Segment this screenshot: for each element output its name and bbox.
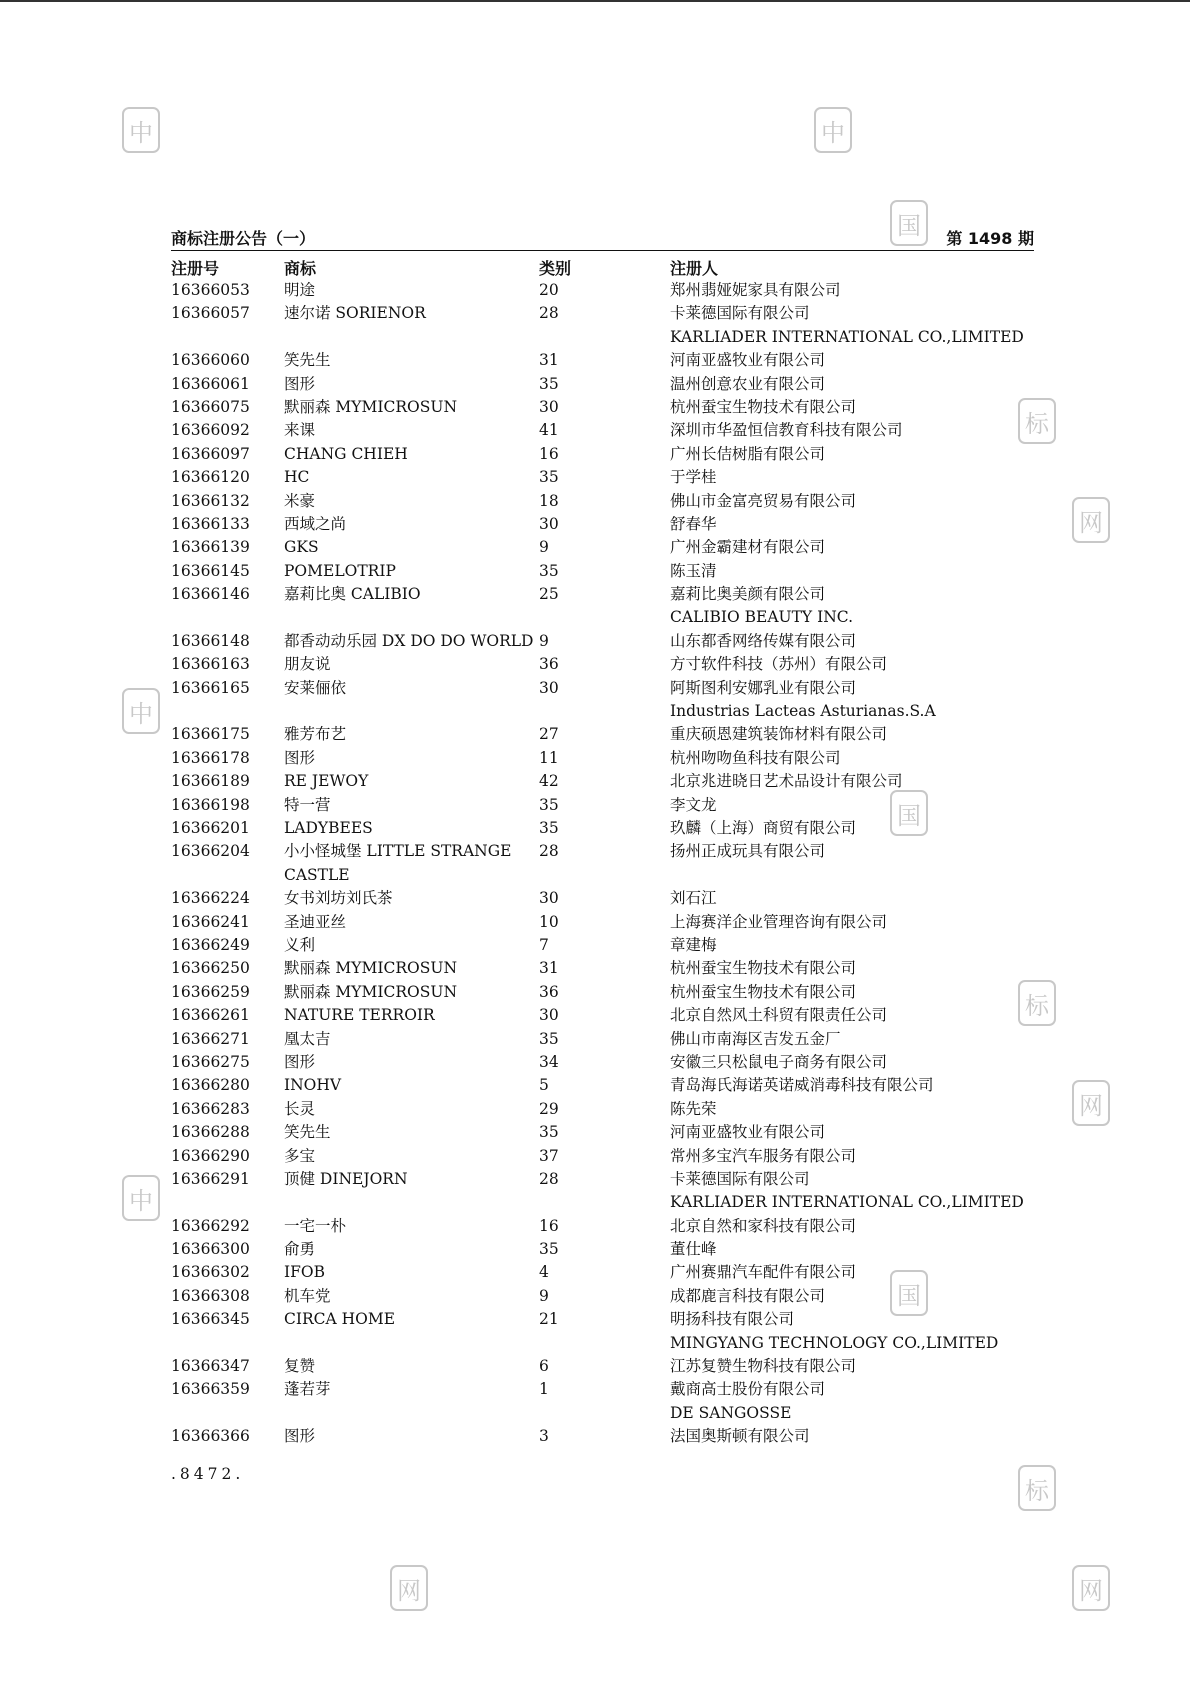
watermark-icon: 中 — [122, 1175, 160, 1221]
mark-cell: 图形 — [284, 748, 316, 767]
table-row — [171, 981, 1034, 1004]
registrant-cell: 玖麟（上海）商贸有限公司 — [670, 819, 857, 838]
reg-no-cell: 16366302 — [171, 1263, 250, 1282]
class-cell: 37 — [539, 1146, 559, 1165]
watermark-icon: 中 — [814, 107, 852, 153]
reg-no-cell: 16366075 — [171, 397, 250, 416]
registrant-cell: 山东都香网络传媒有限公司 — [670, 631, 857, 650]
class-cell: 36 — [539, 655, 559, 674]
registrant-cell: 上海赛洋企业管理咨询有限公司 — [670, 912, 888, 931]
reg-no-cell: 16366250 — [171, 959, 250, 978]
table-row — [171, 1074, 1034, 1097]
mark-cell: 图形 — [284, 1052, 316, 1071]
reg-no-cell: 16366060 — [171, 351, 250, 370]
reg-no-cell: 16366292 — [171, 1216, 250, 1235]
class-cell: 31 — [539, 351, 559, 370]
registrant-cell: 李文龙 — [670, 795, 717, 814]
reg-no-cell: 16366259 — [171, 982, 250, 1001]
registrant-cell: 北京自然和家科技有限公司 — [670, 1216, 857, 1235]
reg-no-cell: 16366139 — [171, 538, 250, 557]
reg-no-cell: 16366271 — [171, 1029, 250, 1048]
class-cell: 18 — [539, 491, 559, 510]
table-row — [171, 677, 1034, 724]
registrant-cell: 青岛海氏海诺英诺威消毒科技有限公司 — [670, 1076, 934, 1095]
mark-cell: 朋友说 — [284, 655, 331, 674]
mark-cell: RE JEWOY — [284, 772, 369, 791]
col-header-reg-no: 注册号 — [171, 259, 220, 278]
class-cell: 35 — [539, 819, 559, 838]
class-cell: 30 — [539, 889, 559, 908]
mark-cell: 西域之尚 — [284, 514, 347, 533]
registrant-cell: 安徽三只松鼠电子商务有限公司 — [670, 1052, 888, 1071]
reg-no-cell: 16366288 — [171, 1123, 250, 1142]
mark-cell: IFOB — [284, 1263, 325, 1282]
reg-no-cell: 16366291 — [171, 1169, 250, 1188]
table-row — [171, 349, 1034, 372]
watermark-icon: 标 — [1018, 1465, 1056, 1511]
mark-cell: 女书刘坊刘氏茶 — [284, 889, 393, 908]
mark-cell: 图形 — [284, 1427, 316, 1446]
table-row — [171, 1098, 1034, 1121]
mark-cell: 安莱俪依 — [284, 678, 347, 697]
reg-no-cell: 16366178 — [171, 748, 250, 767]
registrant-cell: 北京兆进晓日艺术品设计有限公司 — [670, 772, 903, 791]
class-cell: 10 — [539, 912, 559, 931]
mark-cell: 雅芳布艺 — [284, 725, 347, 744]
class-cell: 35 — [539, 1029, 559, 1048]
reg-no-cell: 16366175 — [171, 725, 250, 744]
registrant-cell: 佛山市南海区吉发五金厂 — [670, 1029, 841, 1048]
reg-no-cell: 16366366 — [171, 1427, 250, 1446]
mark-cell: CHANG CHIEH — [284, 444, 408, 463]
table-row — [171, 513, 1034, 536]
table-row — [171, 302, 1034, 349]
registrant-cell: 明扬科技有限公司 — [670, 1310, 795, 1329]
table-row — [171, 536, 1034, 559]
registrant-cell: 江苏复赞生物科技有限公司 — [670, 1357, 857, 1376]
table-row — [171, 1028, 1034, 1051]
reg-no-cell: 16366053 — [171, 281, 250, 299]
watermark-icon: 国 — [890, 200, 928, 246]
table-row — [171, 653, 1034, 676]
mark-cell: 笑先生 — [284, 1123, 331, 1142]
class-cell: 35 — [539, 374, 559, 393]
class-cell: 9 — [539, 538, 549, 557]
mark-cell: CIRCA HOME — [284, 1310, 396, 1329]
watermark-icon: 网 — [1072, 497, 1110, 543]
registrant-cell: 扬州正成玩具有限公司 — [670, 842, 826, 861]
mark-cell: 凰太吉 — [284, 1029, 331, 1048]
mark-cell: 明途 — [284, 281, 316, 299]
class-cell: 11 — [539, 748, 559, 767]
registrant-en-cell: KARLIADER INTERNATIONAL CO.,LIMITED — [670, 1193, 1024, 1212]
class-cell: 30 — [539, 678, 559, 697]
table-row — [171, 583, 1034, 630]
mark-cell: LADYBEES — [284, 819, 373, 838]
registrant-en-cell: MINGYANG TECHNOLOGY CO.,LIMITED — [670, 1333, 999, 1352]
reg-no-cell: 16366092 — [171, 421, 250, 440]
mark-cell: 嘉莉比奥 CALIBIO — [284, 585, 421, 604]
class-cell: 31 — [539, 959, 559, 978]
mark-cell: 来课 — [284, 421, 316, 440]
registrant-cell: 佛山市金富亮贸易有限公司 — [670, 491, 857, 510]
table-row — [171, 466, 1034, 489]
class-cell: 29 — [539, 1099, 559, 1118]
registrant-cell: 嘉莉比奥美颜有限公司 — [670, 585, 826, 604]
mark-cell: 默丽森 MYMICROSUN — [284, 982, 458, 1001]
registrant-cell: 卡莱德国际有限公司 — [670, 304, 810, 323]
reg-no-cell: 16366308 — [171, 1286, 250, 1305]
registrant-en-cell: Industrias Lacteas Asturianas.S.A — [670, 702, 936, 721]
mark-cell: 蓬若芽 — [284, 1380, 331, 1399]
reg-no-cell: 16366261 — [171, 1006, 250, 1025]
registrant-cell: 杭州吻吻鱼科技有限公司 — [670, 748, 841, 767]
registrant-cell: 杭州蚕宝生物技术有限公司 — [670, 982, 857, 1001]
mark-cell: HC — [284, 468, 310, 487]
table-row — [171, 911, 1034, 934]
mark-cell: 默丽森 MYMICROSUN — [284, 397, 458, 416]
class-cell: 16 — [539, 444, 559, 463]
table-row — [171, 1238, 1034, 1261]
registrant-cell: 郑州翡娅妮家具有限公司 — [670, 281, 841, 299]
mark-cell: 笑先生 — [284, 351, 331, 370]
registrant-cell: 深圳市华盈恒信教育科技有限公司 — [670, 421, 903, 440]
class-cell: 28 — [539, 1169, 559, 1188]
watermark-icon: 国 — [890, 790, 928, 836]
watermark-icon: 国 — [890, 1270, 928, 1316]
reg-no-cell: 16366146 — [171, 585, 250, 604]
class-cell: 42 — [539, 772, 559, 791]
class-cell: 21 — [539, 1310, 559, 1329]
class-cell: 35 — [539, 468, 559, 487]
class-cell: 25 — [539, 585, 559, 604]
mark-cell: INOHV — [284, 1076, 342, 1095]
mark-cell: 多宝 — [284, 1146, 316, 1165]
table-row — [171, 747, 1034, 770]
mark-cell: 都香动动乐园 DX DO DO WORLD — [284, 631, 534, 650]
mark-cell: 圣迪亚丝 — [284, 912, 347, 931]
reg-no-cell: 16366189 — [171, 772, 250, 791]
mark-cell: 机车党 — [284, 1286, 331, 1305]
watermark-icon: 标 — [1018, 980, 1056, 1026]
table-row — [171, 1355, 1034, 1378]
class-cell: 16 — [539, 1216, 559, 1235]
registrant-cell: 河南亚盛牧业有限公司 — [670, 1123, 826, 1142]
column-headers — [171, 256, 1034, 279]
table-row — [171, 490, 1034, 513]
mark-cell: NATURE TERROIR — [284, 1006, 435, 1025]
registrant-cell: 广州长佶树脂有限公司 — [670, 444, 826, 463]
reg-no-cell: 16366061 — [171, 374, 250, 393]
reg-no-cell: 16366224 — [171, 889, 250, 908]
class-cell: 30 — [539, 397, 559, 416]
mark-cell: 顶健 DINEJORN — [284, 1169, 408, 1188]
reg-no-cell: 16366204 — [171, 842, 250, 861]
table-row — [171, 396, 1034, 419]
registrant-cell: 成都鹿言科技有限公司 — [670, 1286, 826, 1305]
class-cell: 35 — [539, 795, 559, 814]
table-row — [171, 957, 1034, 980]
watermark-icon: 中 — [122, 688, 160, 734]
class-cell: 28 — [539, 304, 559, 323]
page-title: 商标注册公告（一） — [171, 229, 316, 248]
table-row — [171, 1145, 1034, 1168]
class-cell: 6 — [539, 1357, 549, 1376]
mark-cell: 小小怪城堡 LITTLE STRANGE CASTLE — [284, 842, 512, 884]
watermark-icon: 中 — [122, 107, 160, 153]
col-header-class: 类别 — [539, 259, 572, 278]
reg-no-cell: 16366198 — [171, 795, 250, 814]
registrant-cell: 章建梅 — [670, 936, 717, 954]
mark-cell: POMELOTRIP — [284, 561, 396, 580]
table-row — [171, 630, 1034, 653]
table-row — [171, 887, 1034, 910]
class-cell: 4 — [539, 1263, 549, 1282]
table-row — [171, 1004, 1034, 1027]
registrant-cell: 广州赛鼎汽车配件有限公司 — [670, 1263, 857, 1282]
registrant-cell: 舒春华 — [670, 514, 717, 533]
class-cell: 30 — [539, 1006, 559, 1025]
class-cell: 9 — [539, 631, 549, 650]
registrant-cell: 广州金霸建材有限公司 — [670, 538, 826, 557]
class-cell: 36 — [539, 982, 559, 1001]
class-cell: 35 — [539, 1123, 559, 1142]
top-border — [0, 0, 1190, 2]
reg-no-cell: 16366300 — [171, 1240, 250, 1259]
registrant-cell: 阿斯图利安娜乳业有限公司 — [670, 678, 857, 697]
reg-no-cell: 16366132 — [171, 491, 250, 510]
registrant-cell: 河南亚盛牧业有限公司 — [670, 351, 826, 370]
registrant-cell: 刘石江 — [670, 889, 717, 908]
reg-no-cell: 16366283 — [171, 1099, 250, 1118]
registrant-cell: 温州创意农业有限公司 — [670, 374, 826, 393]
registrant-cell: 戴商高士股份有限公司 — [670, 1380, 826, 1399]
reg-no-cell: 16366165 — [171, 678, 250, 697]
mark-cell: 默丽森 MYMICROSUN — [284, 959, 458, 978]
table-row — [171, 1215, 1034, 1238]
reg-no-cell: 16366347 — [171, 1357, 250, 1376]
reg-no-cell: 16366280 — [171, 1076, 250, 1095]
class-cell: 30 — [539, 514, 559, 533]
registrant-en-cell: KARLIADER INTERNATIONAL CO.,LIMITED — [670, 327, 1024, 346]
class-cell: 34 — [539, 1052, 559, 1071]
class-cell: 5 — [539, 1076, 549, 1095]
registrant-cell: 重庆硕恩建筑装饰材料有限公司 — [670, 725, 888, 744]
reg-no-cell: 16366120 — [171, 468, 250, 487]
reg-no-cell: 16366249 — [171, 936, 250, 954]
registrant-en-cell: CALIBIO BEAUTY INC. — [670, 608, 853, 627]
mark-cell: 特一营 — [284, 795, 331, 814]
registrant-cell: 陈玉清 — [670, 561, 717, 580]
mark-cell: 长灵 — [284, 1099, 316, 1118]
mark-cell: GKS — [284, 538, 319, 557]
reg-no-cell: 16366275 — [171, 1052, 250, 1071]
registrant-cell: 卡莱德国际有限公司 — [670, 1169, 810, 1188]
table-row — [171, 1121, 1034, 1144]
mark-cell: 速尔诺 SORIENOR — [284, 304, 426, 323]
registrant-cell: 杭州蚕宝生物技术有限公司 — [670, 397, 857, 416]
watermark-icon: 网 — [1072, 1565, 1110, 1611]
reg-no-cell: 16366148 — [171, 631, 250, 650]
class-cell: 7 — [539, 936, 549, 954]
table-row — [171, 1168, 1034, 1215]
table-row — [171, 723, 1034, 746]
reg-no-cell: 16366290 — [171, 1146, 250, 1165]
mark-cell: 义利 — [284, 936, 316, 954]
reg-no-cell: 16366201 — [171, 819, 250, 838]
reg-no-cell: 16366133 — [171, 514, 250, 533]
mark-cell: 复赞 — [284, 1357, 316, 1376]
registrant-cell: 于学桂 — [670, 468, 717, 487]
class-cell: 41 — [539, 421, 559, 440]
class-cell: 9 — [539, 1286, 549, 1305]
page-number: .8472. — [171, 1465, 245, 1483]
watermark-icon: 网 — [390, 1565, 428, 1611]
table-row — [171, 1378, 1034, 1425]
registrant-cell: 北京自然风土科贸有限责任公司 — [670, 1006, 888, 1025]
reg-no-cell: 16366345 — [171, 1310, 250, 1329]
reg-no-cell: 16366359 — [171, 1380, 250, 1399]
class-cell: 35 — [539, 1240, 559, 1259]
reg-no-cell: 16366241 — [171, 912, 250, 931]
mark-cell: 一宅一朴 — [284, 1216, 347, 1235]
col-header-registrant: 注册人 — [670, 259, 719, 278]
class-cell: 27 — [539, 725, 559, 744]
col-header-mark: 商标 — [284, 259, 317, 278]
table-row — [171, 443, 1034, 466]
reg-no-cell: 16366097 — [171, 444, 250, 463]
table-row — [171, 560, 1034, 583]
table-row — [171, 279, 1034, 302]
registrant-cell: 杭州蚕宝生物技术有限公司 — [670, 959, 857, 978]
table-row — [171, 840, 1034, 887]
mark-cell: 米豪 — [284, 491, 316, 510]
class-cell: 1 — [539, 1380, 549, 1399]
issue-number: 第 1498 期 — [946, 229, 1034, 248]
registrant-cell: 陈先荣 — [670, 1099, 717, 1118]
watermark-icon: 标 — [1018, 398, 1056, 444]
registrant-cell: 方寸软件科技（苏州）有限公司 — [670, 655, 888, 674]
table-row — [171, 1425, 1034, 1448]
registrant-cell: 常州多宝汽车服务有限公司 — [670, 1146, 857, 1165]
class-cell: 35 — [539, 561, 559, 580]
class-cell: 28 — [539, 842, 559, 861]
table-row — [171, 419, 1034, 442]
watermark-icon: 网 — [1072, 1080, 1110, 1126]
reg-no-cell: 16366163 — [171, 655, 250, 674]
reg-no-cell: 16366145 — [171, 561, 250, 580]
table-row — [171, 1051, 1034, 1074]
registrant-cell: 法国奥斯顿有限公司 — [670, 1427, 810, 1446]
table-row — [171, 934, 1034, 957]
table-row — [171, 373, 1034, 396]
mark-cell: 图形 — [284, 374, 316, 393]
reg-no-cell: 16366057 — [171, 304, 250, 323]
registrant-cell: 董仕峰 — [670, 1240, 717, 1259]
registrant-en-cell: DE SANGOSSE — [670, 1403, 792, 1422]
class-cell: 20 — [539, 281, 559, 299]
mark-cell: 俞勇 — [284, 1240, 316, 1259]
class-cell: 3 — [539, 1427, 549, 1446]
